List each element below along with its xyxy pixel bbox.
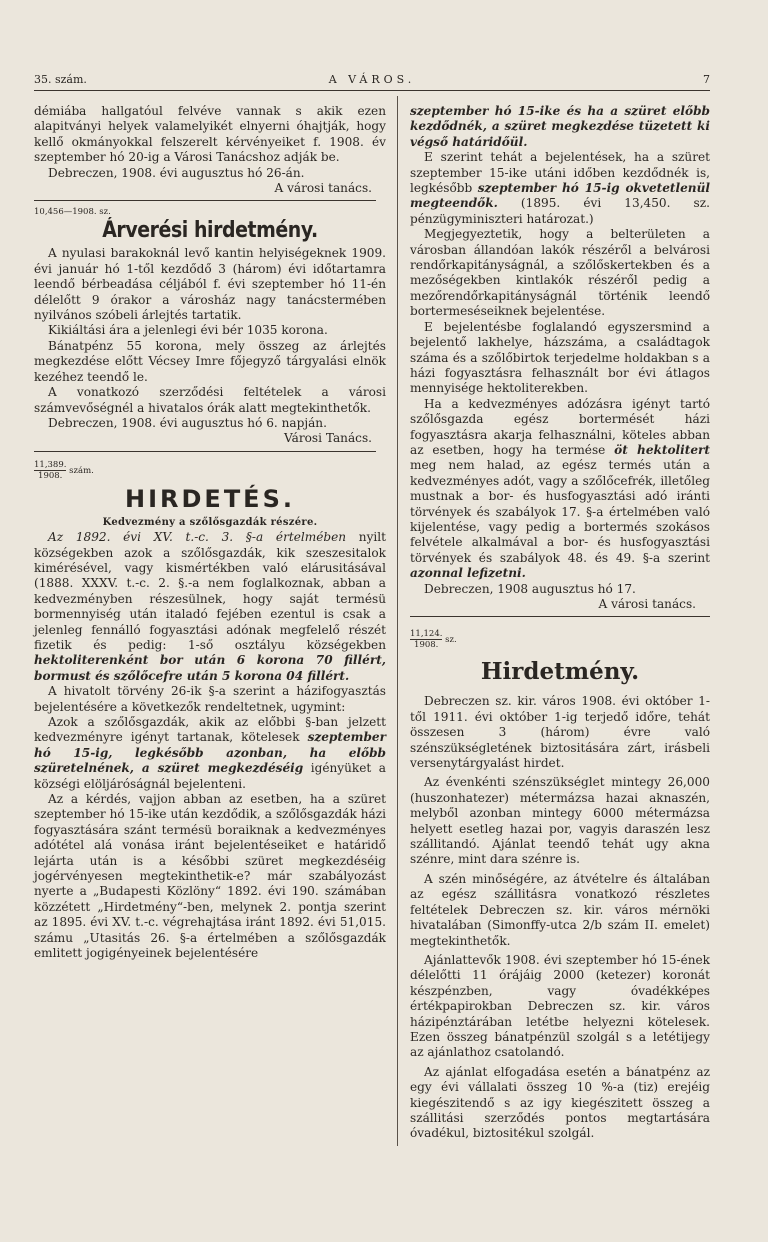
hirdetes-subtitle: Kedvezmény a szőlősgazdák részére.: [102, 516, 318, 528]
continued-paragraph: Ha a kedvezményes adózásra igényt tartó szőlősgazda egész bortermését házi fogyasztásra akarja felhasználni, köteles abban az esetben, hogy ha termése öt hektolitert meg nem halad, az egész termés után a kedvezményes adót, vagy a szőlőcefrék, illetőleg mustnak a bor- és husfogyasztási adó iránti törvények és szabályok 17. §-a értelmében való kijelentése, vagy pedig a bortermés szokásos felvétele alkalmával a bor- és husfogyasztási törvények és szabályok 48. és 49. §-a szerint azonnal lefizetni.: [410, 396, 710, 581]
continued-paragraph: E bejelentésbe foglalandó egyszersmind a bejelentő lakhelye, házszáma, a családtagok száma és a szőlőbirtok terjedelme holdakban s a házi fogyasztásra felhasznált bor évi átlagos mennyisége hektoliterekben.: [410, 319, 710, 396]
intro-text: démiába hallgatóul felvéve vannak s akik ezen alapitványi helyek valamelyikét elnyerni óhajtják, hogy kellő okmányokkal felszerelt kérvényeiket f. 1908. év szeptember hó 20-ig a Városi Tanácshoz adják be.: [34, 104, 386, 165]
hirdetes-paragraph: Az a kérdés, vajjon abban az esetben, ha a szüret szeptember hó 15-ike után kezdődik, a szőlősgazdák házi fogyasztására szánt termésü boraiknak a kedvezményes adótétel alá vonása iránt bejelentéseiket e határidő lejárta után is a későbbi szüret megkezdéséig jogérvényesen megtekinthetik-e? már szabályozást nyerte a „Budapesti Közlöny“ 1892. évi 190. számában közzétett „Hirdetmény“-ben, melynek 2. pontja szerint az 1895. évi XV. t.-c. végrehajtása iránt 1892. évi 51,015. számu „Utasitás 26. §-a értelmében a szőlősgazdák emlitett jogigényeinek bejelentésére: [34, 792, 386, 961]
arveresi-paragraph: A nyulasi barakoknál levő kantin helyiségeknek 1909. évi január hó 1-től kezdődő 3 (három) évi időtartamra leendő bérbeadása céljából f. évi szeptember hó 11-én délelőtt 9 órakor a városház nagy tanácstermében nyilvános szóbeli árlejtés tartatik.: [34, 246, 386, 323]
page-number: 7: [703, 73, 710, 86]
continued-paragraph: E szerint tehát a bejelentések, ha a szüret szeptember 15-ike utáni időben kezdődnék is, legkésőbb szeptember hó 15-ig okvetetlenül megteendők. (1895. évi 13,450. sz. pénzügyminiszteri határozat.): [410, 150, 710, 226]
ref-suffix: sz.: [445, 635, 457, 646]
arveresi-paragraph: Kikiáltási ára a jelenlegi évi bér 1035 korona.: [48, 323, 328, 338]
arveresi-ref: 10,456—1908. sz.: [34, 207, 111, 218]
arveresi-title: Árverési hirdetmény.: [102, 218, 318, 244]
right-column: [410, 104, 710, 1142]
section-divider: [410, 616, 710, 617]
hirdetmeny-paragraph: Debreczen sz. kir. város 1908. évi október 1-től 1911. évi október 1-ig terjedő időre, tehát összesen 3 (három) évre való szénszükségletének biztositására zárt, irásbeli versenytárgyalást hirdet.: [410, 694, 710, 771]
continued-paragraph: Megjegyeztetik, hogy a belterületen a városban állandóan lakók részéről a belvárosi rendőrkapitányságnál, a szőlőskertekben és a mezőségekben kintlakók részéről pedig a mezőrendőrkapitányságnál történik leendő bortermeséseiknek bejelentése.: [410, 227, 710, 319]
hirdetmeny-ref: [410, 629, 710, 650]
intro-signature: A városi tanács.: [274, 181, 372, 196]
continued-date: Debreczen, 1908 augusztus hó 17.: [424, 581, 636, 596]
continued-paragraph: szeptember hó 15-ike és ha a szüret előbb kezdődnék, a szüret megkezdése tüzetett ki végső határidőül.: [410, 104, 710, 149]
hirdetmeny-paragraph: Ajánlattevők 1908. évi szeptember hó 15-ének délelőtti 11 órájáig 2000 (ketezer) koronát készpénzben, vagy óvadékképes értékpapirokban Debreczen sz. kir. város házipénztárában letétbe helyezni kötelesek. Ezen összeg bánatpénzül szolgál s a letétijegy az ajánlathoz csatolandó.: [410, 952, 710, 1060]
continued-signature: A városi tanács.: [598, 597, 696, 611]
hirdetes-title: HIRDETÉS.: [125, 484, 295, 513]
newspaper-title: A VÁROS.: [328, 73, 416, 86]
hirdetmeny-paragraph: Az évenkénti szénszükséglet mintegy 26,000 (huszonhatezer) métermázsa hazai aknaszén, melyből azonban mintegy 6000 métermázsa helyett esetleg hazai por, vagyis daraszén lesz szállitandó. Ajánlat teendő tehát ugy akna szénre, mint dara szénre is.: [410, 775, 710, 867]
page-header: [34, 73, 710, 89]
issue-number: 35. szám.: [34, 73, 87, 86]
hirdetmeny-paragraph: A szén minőségére, az átvételre és általában az egész szállitásra vonatkozó részletes feltételek Debreczen sz. kir. város mérnöki hivatalában (Simonffy-utca 2/b szám II. emelet) megtekinthetők.: [410, 871, 710, 948]
hirdetes-paragraph: Azok a szőlősgazdák, akik az előbbi §-ban jelzett kedvezményre igényt tartanak, kötelesek szeptember hó 15-ig, legkésőbb azonban, ha előbb szüretelnének, a szüret megkezdéséig igényüket a községi elöljáróságnál bejelenteni.: [34, 715, 386, 791]
hirdetmeny-paragraph: Az ajánlat elfogadása esetén a bánatpénz az egy évi vállalati összeg 10 %-a (tiz) erejéig kiegészitendő s az igy kiegészitett összeg a szállitási szerződés pontos megtartására óvadékul, biztositékul szolgál.: [410, 1064, 710, 1141]
ref-year: 1908.: [38, 470, 63, 481]
header-rule: [34, 90, 710, 91]
arveresi-date: Debreczen, 1908. évi augusztus hó 6. napján.: [48, 415, 327, 430]
section-divider: [34, 451, 376, 452]
hirdetes-paragraph: Az 1892. évi XV. t.-c. 3. §-a értelmében nyilt községekben azok a szőlősgazdák, kik szeszesitalok kimérésével, vagy kismértékben való elárusitásával (1888. XXXV. t.-c. 2. §.-a nem foglalkoznak, abban a kedvezményben részesülnek, hogy saját termésü bormennyiség után italadó fejében ezentul is csak a jelenleg fennálló fogyasztási adónak megfelelő részét fizetik és pedig: 1-ső osztályu községekben hektoliterenként bor után 6 korona 70 fillért, bormust és szőlőcefre után 5 korona 04 fillért.: [34, 530, 386, 683]
section-divider: [34, 200, 376, 201]
hirdetes-paragraph: A hivatolt törvény 26-ik §-a szerint a házifogyasztás bejelentésére a következők rendeltetnek, ugymint:: [34, 684, 386, 714]
hirdetes-ref: [34, 460, 386, 481]
arveresi-signature: Városi Tanács.: [284, 431, 372, 446]
left-column: [34, 104, 386, 962]
ref-number: 11,389.: [34, 459, 67, 470]
arveresi-paragraph: Bánatpénz 55 korona, mely összeg az árlejtés megkezdése előtt Vécsey Imre főjegyző tárgyalási elnök kezéhez teendő le.: [34, 338, 386, 384]
column-divider: [397, 96, 398, 1146]
ref-year: 1908.: [414, 640, 439, 651]
arveresi-paragraph: A vonatkozó szerződési feltételek a városi számvevőségnél a hivatalos órák alatt megtekinthetők.: [34, 385, 386, 415]
intro-date: Debreczen, 1908. évi augusztus hó 26-án.: [48, 165, 305, 180]
ref-number: 11,124.: [410, 629, 443, 640]
hirdetmeny-title: Hirdetmény.: [480, 658, 640, 686]
ref-suffix: szám.: [69, 465, 94, 476]
